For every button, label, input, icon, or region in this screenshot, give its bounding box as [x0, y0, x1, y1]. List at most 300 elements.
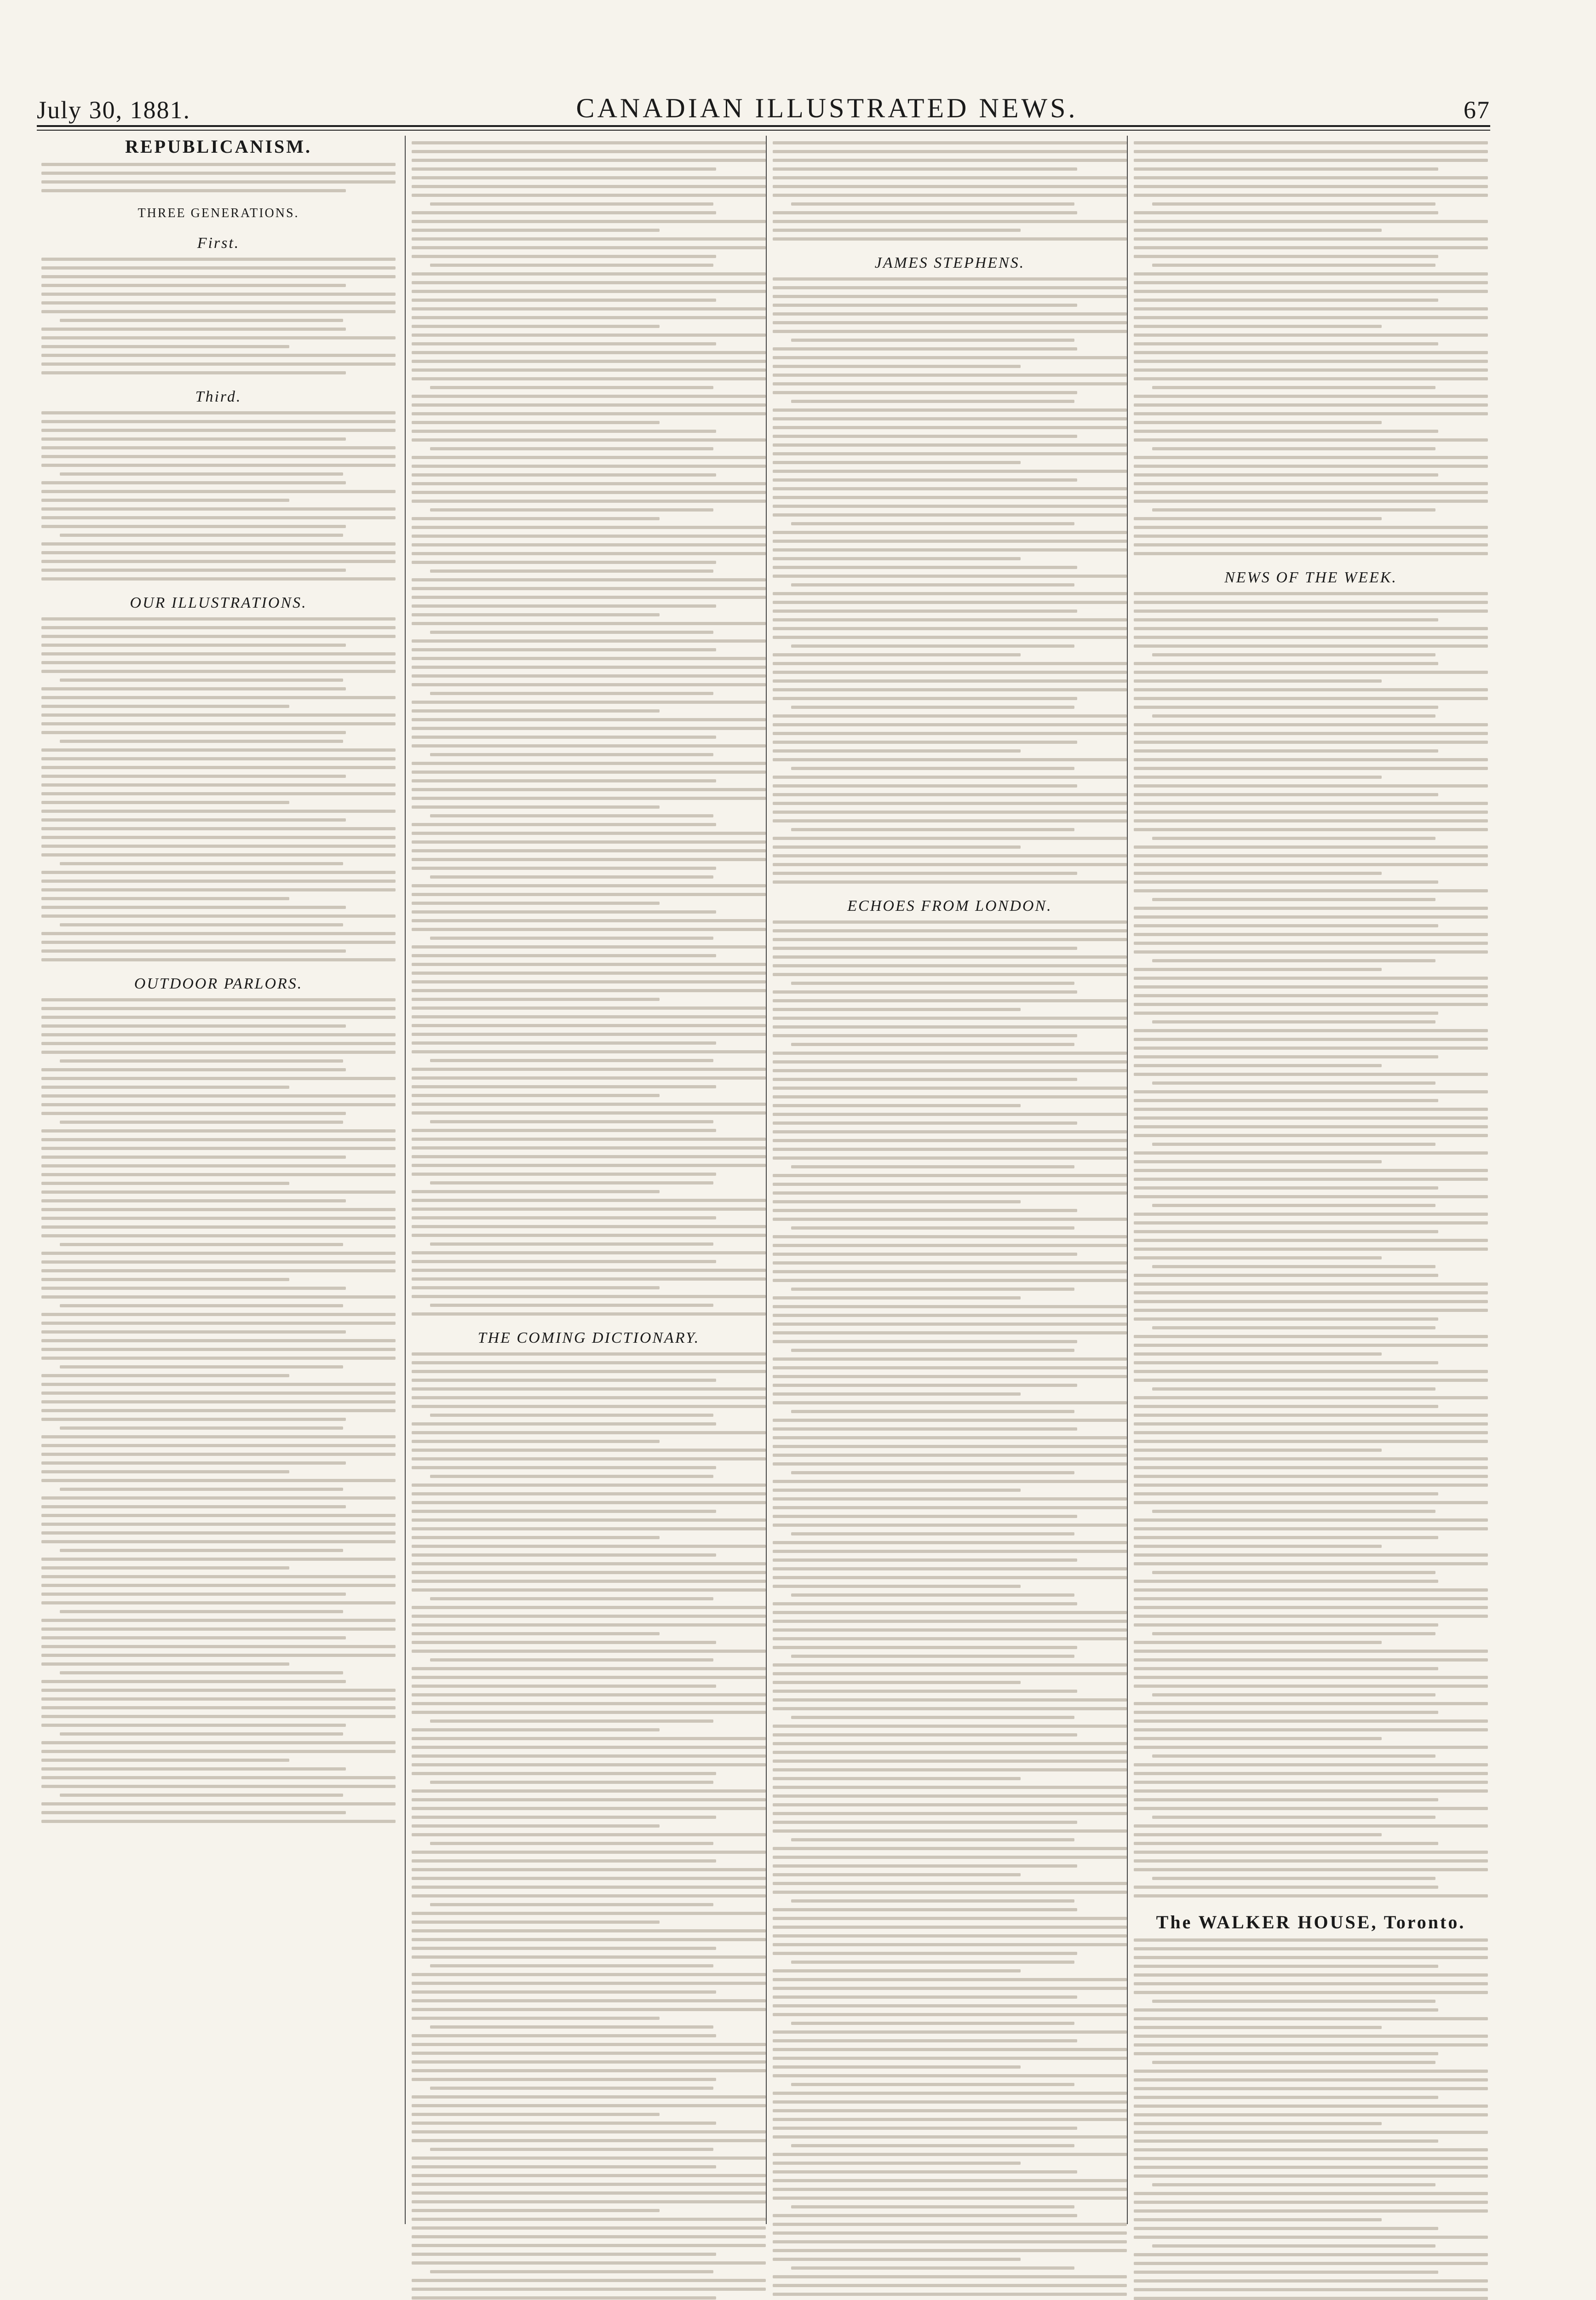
- text-line: [412, 622, 766, 625]
- text-line: [41, 258, 396, 261]
- text-line: [60, 1610, 343, 1613]
- text-line: [60, 1121, 343, 1124]
- text-line: [412, 229, 660, 232]
- text-line: [41, 1759, 289, 1762]
- text-line: [1134, 2157, 1488, 2160]
- text-line: [1134, 1256, 1382, 1259]
- text-line: [41, 1461, 346, 1465]
- text-line: [41, 275, 396, 278]
- text-line: [1134, 2279, 1488, 2283]
- text-line: [430, 937, 713, 940]
- text-line: [412, 2104, 766, 2107]
- text-line: [412, 2244, 766, 2247]
- text-line: [41, 1715, 396, 1718]
- text-line: [412, 718, 766, 721]
- text-line: [1134, 141, 1488, 144]
- text-line: [60, 1488, 343, 1491]
- text-line: [412, 237, 766, 241]
- article-heading: JAMES STEPHENS.: [874, 254, 1025, 271]
- text-line: [773, 1279, 1127, 1282]
- text-line: [773, 1690, 1077, 1693]
- text-line: [773, 964, 1127, 967]
- text-line: [412, 1015, 766, 1018]
- text-line: [1134, 1038, 1488, 1041]
- text-line: [1134, 1300, 1488, 1303]
- text-line: [412, 185, 766, 188]
- text-line: [412, 500, 766, 503]
- article: [412, 1329, 766, 2300]
- text-line: [1134, 1335, 1488, 1338]
- text-line: [41, 998, 396, 1001]
- text-line: [1134, 465, 1488, 468]
- text-line: [412, 1877, 766, 1880]
- text-line: [412, 220, 766, 223]
- text-column: [41, 136, 396, 1837]
- text-line: [1134, 2236, 1488, 2239]
- text-line: [412, 473, 716, 477]
- text-line: [773, 2162, 1021, 2165]
- text-line: [773, 505, 1127, 508]
- text-line: [773, 1541, 1127, 1544]
- text-line: [1134, 2139, 1438, 2143]
- text-line: [412, 1859, 716, 1863]
- text-line: [412, 1050, 766, 1053]
- text-line: [1134, 1982, 1488, 1985]
- text-line: [773, 1969, 1021, 1972]
- text-line: [41, 328, 346, 331]
- text-line: [41, 949, 346, 953]
- text-line: [412, 1076, 766, 1080]
- text-line: [1134, 1440, 1488, 1443]
- text-line: [791, 2266, 1074, 2270]
- text-line: [412, 141, 766, 144]
- text-line: [41, 1357, 396, 1360]
- text-line: [1134, 438, 1488, 442]
- text-line: [1134, 342, 1438, 345]
- text-line: [1134, 1134, 1488, 1137]
- text-line: [773, 1821, 1077, 1824]
- text-line: [773, 1934, 1127, 1938]
- text-line: [773, 1427, 1077, 1431]
- text-line: [1152, 1571, 1435, 1574]
- text-line: [1134, 1431, 1488, 1434]
- text-line: [412, 1632, 660, 1635]
- text-line: [41, 766, 396, 769]
- text-line: [41, 1820, 396, 1823]
- text-line: [1134, 237, 1488, 241]
- text-line: [773, 1829, 1127, 1833]
- text-line: [41, 1208, 396, 1211]
- text-line: [412, 456, 766, 459]
- text-line: [1134, 552, 1488, 555]
- text-line: [41, 670, 396, 673]
- text-line: [1134, 1344, 1488, 1347]
- text-line: [412, 709, 660, 713]
- text-line: [1134, 1160, 1382, 1163]
- text-line: [773, 1052, 1127, 1055]
- text-line: [1134, 535, 1488, 538]
- article-heading: ECHOES FROM LONDON.: [847, 897, 1052, 914]
- text-line: [791, 2083, 1074, 2086]
- text-line: [412, 543, 766, 546]
- text-line: [773, 688, 1127, 691]
- text-line: [41, 1409, 396, 1412]
- text-line: [41, 1024, 346, 1028]
- text-line: [773, 2214, 1077, 2217]
- text-line: [1134, 1658, 1488, 1662]
- text-line: [41, 411, 396, 414]
- text-line: [773, 1768, 1127, 1771]
- article-heading: First.: [197, 235, 240, 252]
- text-line: [773, 141, 1127, 144]
- text-line: [60, 678, 343, 682]
- text-line: [41, 464, 396, 467]
- text-line: [41, 1295, 396, 1299]
- text-line: [430, 2270, 713, 2273]
- text-line: [1134, 1746, 1488, 1749]
- text-line: [412, 1798, 766, 1801]
- text-line: [430, 202, 713, 206]
- text-line: [412, 1955, 766, 1959]
- text-line: [412, 307, 766, 310]
- text-line: [430, 264, 713, 267]
- text-line: [773, 1864, 1077, 1868]
- text-line: [430, 1964, 713, 1967]
- text-line: [773, 347, 1077, 351]
- text-line: [773, 1943, 1127, 1946]
- text-line: [773, 1524, 1127, 1527]
- text-line: [430, 508, 713, 512]
- text-line: [41, 1505, 346, 1508]
- text-line: [60, 862, 343, 865]
- text-line: [1134, 1641, 1382, 1644]
- text-line: [1134, 211, 1438, 214]
- article-body: [412, 141, 766, 1316]
- text-line: [773, 2258, 1021, 2261]
- text-line: [773, 776, 1127, 779]
- text-line: [412, 1510, 716, 1513]
- text-line: [1152, 1020, 1435, 1024]
- text-line: [1152, 1265, 1435, 1268]
- text-line: [412, 2139, 766, 2142]
- text-line: [41, 1601, 396, 1604]
- text-line: [773, 2249, 1127, 2252]
- text-line: [412, 1269, 766, 1272]
- text-line: [773, 1261, 1127, 1265]
- article-heading: Third.: [195, 388, 242, 405]
- text-line: [41, 1593, 346, 1596]
- text-line: [430, 692, 713, 695]
- text-line: [412, 639, 766, 643]
- text-line: [791, 1226, 1074, 1230]
- text-line: [412, 1492, 766, 1495]
- text-line: [773, 1454, 1127, 1457]
- text-line: [41, 560, 396, 563]
- text-line: [773, 2039, 1077, 2042]
- text-line: [1134, 767, 1488, 770]
- text-line: [412, 1405, 766, 1408]
- text-line: [791, 1410, 1074, 1413]
- text-line: [1134, 1894, 1488, 1898]
- text-line: [773, 1742, 1127, 1745]
- text-line: [41, 542, 396, 546]
- text-line: [773, 2048, 1127, 2051]
- text-line: [412, 1929, 766, 1932]
- text-line: [412, 377, 766, 380]
- text-line: [773, 2231, 1127, 2235]
- text-line: [41, 1531, 396, 1535]
- text-line: [1134, 1003, 1488, 1006]
- text-line: [41, 362, 396, 366]
- text-line: [791, 1288, 1074, 1291]
- text-line: [773, 811, 1127, 814]
- text-line: [41, 958, 396, 961]
- text-line: [773, 1812, 1127, 1815]
- text-line: [412, 1501, 766, 1504]
- text-line: [430, 631, 713, 634]
- text-line: [773, 557, 1021, 560]
- text-line: [1134, 845, 1488, 849]
- text-line: [791, 339, 1074, 342]
- text-line: [1134, 412, 1488, 415]
- text-line: [41, 1741, 396, 1744]
- text-line: [1134, 994, 1488, 997]
- text-line: [1134, 1807, 1488, 1810]
- text-line: [41, 888, 396, 891]
- text-line: [41, 336, 396, 339]
- text-line: [1152, 959, 1435, 962]
- text-line: [41, 880, 396, 883]
- text-line: [412, 176, 766, 179]
- text-line: [773, 2074, 1127, 2077]
- text-line: [412, 1449, 766, 1452]
- text-line: [1134, 2148, 1488, 2151]
- text-line: [1134, 1702, 1488, 1705]
- text-line: [430, 1597, 713, 1600]
- text-line: [1134, 1833, 1382, 1836]
- text-line: [1134, 316, 1488, 319]
- text-line: [412, 167, 716, 171]
- text-line: [430, 2025, 713, 2029]
- text-line: [791, 982, 1074, 985]
- text-line: [1134, 526, 1488, 529]
- text-line: [1134, 1449, 1382, 1452]
- text-line: [430, 875, 713, 879]
- text-line: [430, 2148, 713, 2151]
- text-line: [791, 1961, 1074, 1964]
- text-line: [773, 286, 1127, 289]
- text-line: [773, 1733, 1077, 1736]
- text-line: [773, 1017, 1127, 1020]
- text-line: [41, 1033, 396, 1036]
- text-line: [791, 583, 1074, 586]
- text-line: [412, 1216, 716, 1219]
- text-line: [1134, 290, 1488, 293]
- article-heading: OUR ILLUSTRATIONS.: [130, 594, 307, 611]
- text-line: [1134, 185, 1488, 188]
- text-line: [412, 805, 660, 809]
- text-line: [773, 1191, 1127, 1195]
- publication-title: CANADIAN ILLUSTRATED NEWS.: [576, 93, 1078, 123]
- text-line: [1134, 671, 1488, 674]
- text-line: [773, 2100, 1127, 2104]
- text-line: [1134, 1824, 1488, 1828]
- text-line: [412, 2060, 766, 2064]
- text-line: [773, 955, 1127, 959]
- text-line: [412, 954, 716, 957]
- text-line: [60, 740, 343, 743]
- text-line: [773, 1995, 1077, 1999]
- text-line: [1134, 1492, 1438, 1495]
- article: [1134, 1911, 1488, 2300]
- text-line: [1134, 1361, 1438, 1364]
- text-line: [1134, 299, 1438, 302]
- text-line: [412, 325, 660, 328]
- text-line: [1134, 1213, 1488, 1216]
- text-line: [773, 220, 1127, 223]
- text-line: [412, 421, 660, 424]
- text-line: [412, 945, 766, 949]
- text-line: [412, 823, 716, 826]
- text-line: [1152, 714, 1435, 718]
- text-line: [773, 1987, 1127, 1990]
- text-line: [773, 618, 1127, 621]
- text-line: [412, 1920, 660, 1924]
- text-line: [1134, 1973, 1488, 1977]
- text-line: [412, 674, 766, 678]
- text-line: [412, 1068, 766, 1071]
- text-line: [41, 1383, 396, 1386]
- text-line: [1134, 776, 1382, 779]
- text-line: [41, 1147, 396, 1150]
- text-line: [412, 1440, 660, 1443]
- text-line: [41, 172, 396, 175]
- article-body: [773, 920, 1127, 2300]
- text-line: [41, 1558, 396, 1561]
- text-line: [412, 1094, 660, 1097]
- text-line: [41, 1234, 396, 1237]
- text-line: [773, 1620, 1127, 1623]
- text-line: [41, 1540, 396, 1543]
- text-line: [1134, 1405, 1438, 1408]
- text-line: [773, 391, 1077, 394]
- text-line: [1134, 679, 1382, 683]
- text-line: [412, 272, 766, 276]
- text-line: [41, 1094, 396, 1098]
- text-line: [41, 1435, 396, 1438]
- text-line: [773, 1060, 1127, 1064]
- text-line: [1134, 1317, 1438, 1321]
- text-line: [41, 1479, 396, 1482]
- text-line: [41, 1453, 396, 1456]
- text-line: [41, 266, 396, 270]
- text-line: [41, 1689, 396, 1692]
- text-line: [430, 814, 713, 817]
- text-line: [412, 1737, 766, 1740]
- text-line: [1134, 1580, 1438, 1583]
- text-line: [412, 1824, 660, 1828]
- text-line: [1134, 1728, 1488, 1731]
- text-line: [773, 1803, 1127, 1806]
- text-line: [791, 767, 1074, 770]
- text-line: [41, 617, 396, 621]
- text-line: [41, 1348, 396, 1351]
- text-line: [773, 1218, 1127, 1221]
- text-line: [1134, 907, 1488, 910]
- text-line: [773, 1069, 1127, 1072]
- text-line: [412, 1615, 766, 1618]
- text-line: [1134, 1719, 1488, 1723]
- text-line: [412, 1947, 716, 1950]
- text-line: [1134, 176, 1488, 179]
- article-heading: The WALKER HOUSE, Toronto.: [1156, 1912, 1466, 1932]
- text-line: [791, 1471, 1074, 1474]
- text-line: [412, 1789, 766, 1793]
- text-line: [773, 1882, 1127, 1885]
- text-line: [1134, 1046, 1488, 1050]
- text-line: [1134, 360, 1488, 363]
- article-body: [1134, 592, 1488, 1898]
- text-line: [412, 1754, 766, 1758]
- text-line: [41, 577, 396, 581]
- text-line: [41, 499, 289, 502]
- text-line: [1134, 1737, 1382, 1740]
- text-line: [1134, 1711, 1438, 1714]
- text-line: [41, 1156, 346, 1159]
- article-body: [1134, 141, 1488, 555]
- text-line: [773, 837, 1127, 840]
- text-line: [1134, 2052, 1438, 2055]
- issue-date: July 30, 1881.: [37, 96, 191, 124]
- text-line: [773, 2057, 1127, 2060]
- text-line: [1152, 386, 1435, 389]
- text-line: [773, 374, 1127, 377]
- text-line: [773, 487, 1127, 490]
- text-line: [1134, 482, 1488, 485]
- text-line: [412, 1199, 766, 1202]
- text-line: [41, 818, 346, 822]
- text-line: [412, 849, 766, 852]
- text-line: [1134, 1396, 1488, 1399]
- text-line: [773, 295, 1127, 298]
- text-line: [41, 626, 396, 629]
- text-line: [41, 1007, 396, 1010]
- text-line: [412, 1190, 660, 1193]
- text-line: [412, 578, 766, 581]
- text-line: [412, 928, 766, 931]
- text-line: [773, 2065, 1021, 2069]
- text-line: [41, 163, 396, 166]
- text-line: [412, 2174, 766, 2177]
- text-line: [412, 2113, 660, 2116]
- text-line: [773, 211, 1077, 214]
- text-line: [430, 2087, 713, 2090]
- text-line: [412, 1103, 766, 1106]
- text-line: [412, 2261, 766, 2265]
- text-line: [1134, 1553, 1488, 1557]
- text-line: [773, 1183, 1127, 1186]
- text-line: [412, 1667, 766, 1670]
- text-line: [430, 1719, 713, 1723]
- text-line: [412, 1518, 766, 1522]
- text-line: [60, 1732, 343, 1736]
- text-line: [1134, 491, 1488, 494]
- text-line: [791, 828, 1074, 831]
- text-line: [773, 938, 1127, 941]
- text-line: [412, 1155, 766, 1158]
- text-line: [773, 679, 1127, 683]
- text-line: [41, 429, 396, 432]
